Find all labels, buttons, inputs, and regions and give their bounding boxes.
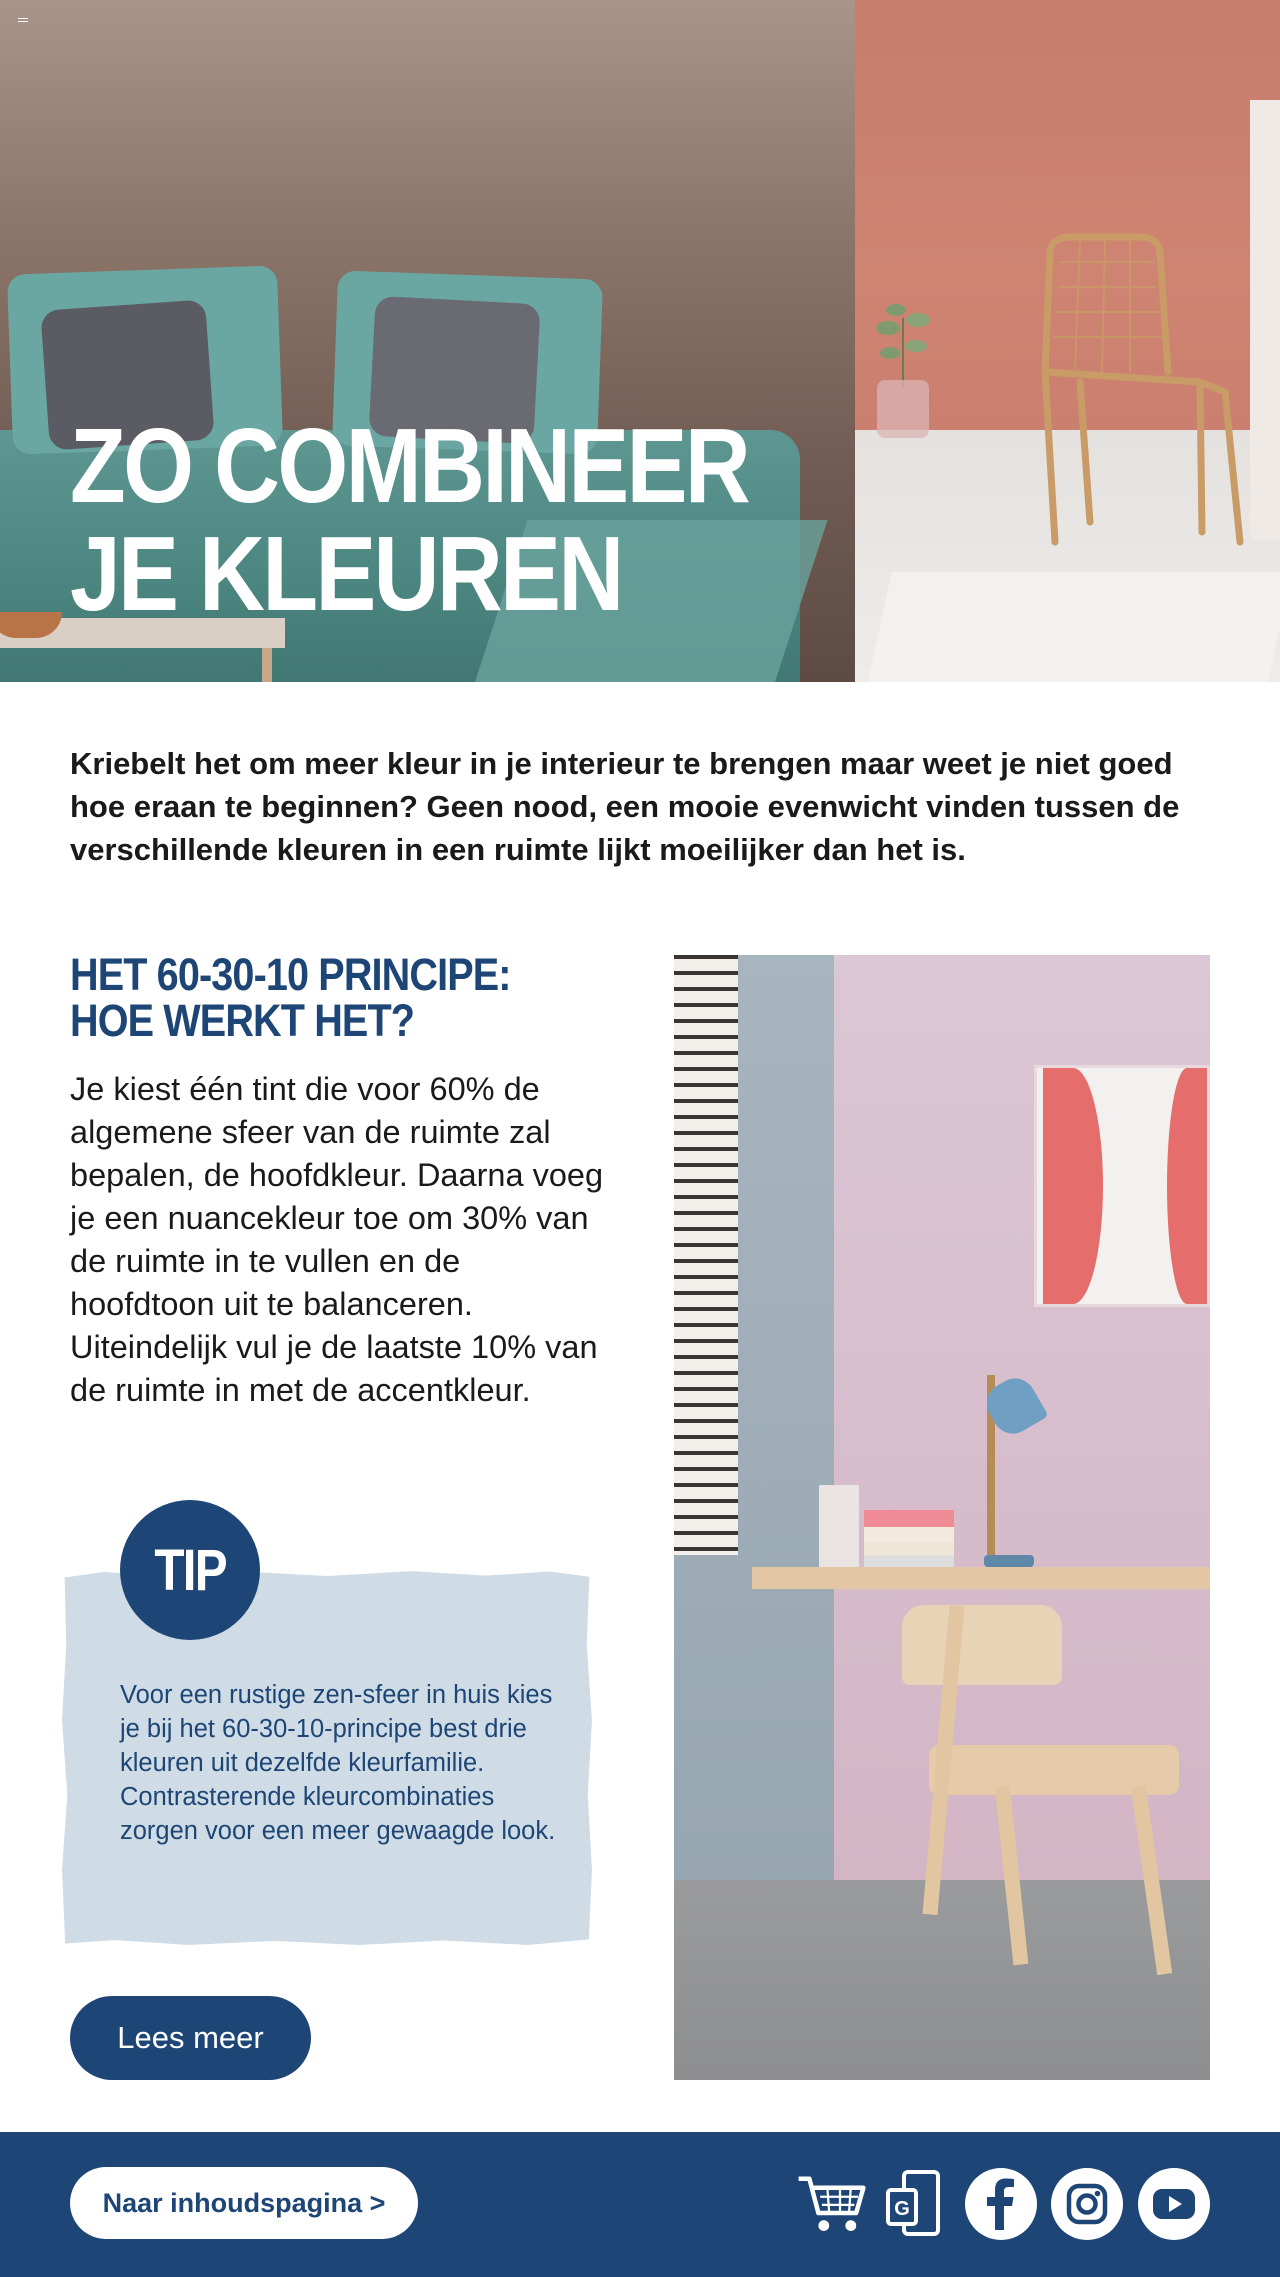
- hero-title: [70, 407, 758, 633]
- desk-photo: [674, 955, 1210, 2080]
- hero-door: [1250, 100, 1280, 540]
- hero-chair: [1020, 232, 1250, 552]
- photo-floor: [674, 1880, 1210, 2080]
- intro-paragraph: Kriebelt het om meer kleur in je interieur te brengen maar weet je niet goed hoe eraan te beginnen? Geen nood, een mooie evenwicht vinden tussen de verschillende kleuren in een ruimte lijkt moeilijker dan het is.: [70, 746, 1180, 867]
- hero-rug: [868, 572, 1280, 682]
- section-title: [70, 949, 563, 1046]
- hero-side-table-leg: [262, 648, 272, 682]
- table-of-contents-button[interactable]: Naar inhoudspagina >: [70, 2167, 418, 2239]
- section-title-line: HOE WERKT HET?: [70, 995, 415, 1046]
- facebook-icon[interactable]: [965, 2168, 1037, 2240]
- photo-books: [864, 1510, 954, 1567]
- menu-icon[interactable]: [18, 18, 28, 26]
- tip-badge-label: TIP: [154, 1537, 226, 1603]
- hero-banner: [0, 0, 1280, 682]
- tip-text: Voor een rustige zen-sfeer in huis kies je bij het 60-30-10-principe best drie kleuren uit dezelfde kleurfamilie. Contrasterende kleurcombinaties zorgen voor een meer gewaagde look.: [120, 1681, 556, 1845]
- section-body: Je kiest één tint die voor 60% de algemene sfeer van de ruimte zal bepalen, de hoofdkleur. Daarna voeg je een nuancekleur toe om 30% van de ruimte in te vullen en de hoofdtoon uit te balanceren. Uiteindelijk vul je de laatste 10% van de ruimte in met de accentkleur.: [70, 1071, 604, 1408]
- photo-chair-back: [902, 1605, 1062, 1685]
- hero-vase: [877, 380, 929, 438]
- photo-wall-art: [1034, 1065, 1210, 1307]
- youtube-icon[interactable]: [1138, 2168, 1210, 2240]
- cart-icon[interactable]: [795, 2168, 867, 2240]
- tip-badge: [120, 1500, 260, 1640]
- instagram-icon[interactable]: [1051, 2168, 1123, 2240]
- section-title-line: HET 60-30-10 PRINCIPE:: [70, 949, 511, 1000]
- hero-title-line: JE KLEUREN: [70, 515, 622, 633]
- read-more-button[interactable]: Lees meer: [70, 1996, 311, 2080]
- hero-plant: [868, 298, 938, 388]
- hero-title-line: ZO COMBINEER: [70, 407, 749, 525]
- photo-lamp-base: [984, 1555, 1034, 1567]
- device-icon[interactable]: [880, 2168, 952, 2240]
- photo-desk: [752, 1567, 1210, 1589]
- svg-text:G: G: [894, 2198, 910, 2220]
- photo-file-holder: [819, 1485, 859, 1567]
- photo-blinds: [674, 955, 738, 1555]
